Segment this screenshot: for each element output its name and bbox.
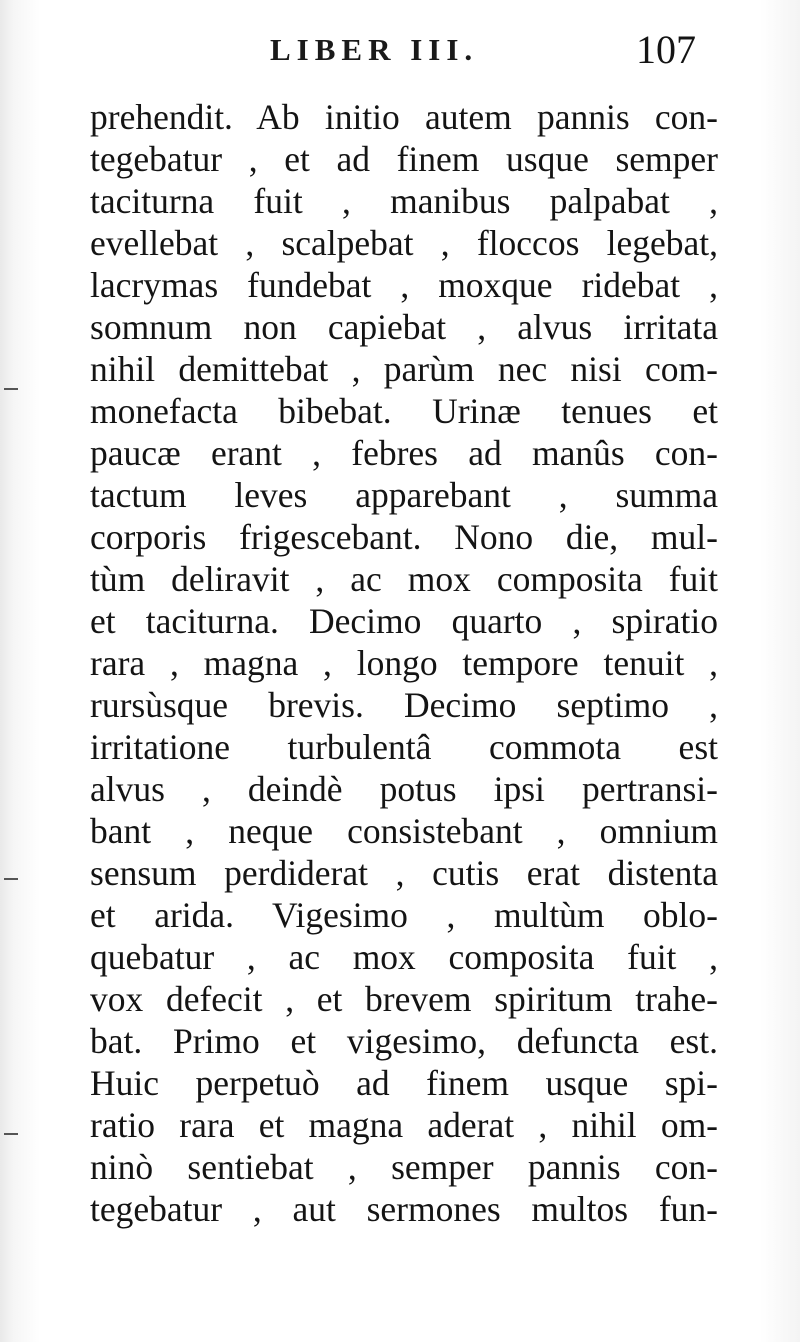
text-line: alvus , deindè potus ipsi pertransi-: [90, 769, 718, 809]
text-line: vox defecit , et brevem spiritum trahe-: [90, 979, 718, 1019]
margin-tick: [4, 388, 18, 390]
page-number: 107: [636, 27, 696, 72]
text-line: sensum perdiderat , cutis erat distenta: [90, 853, 718, 893]
text-line: et taciturna. Decimo quarto , spiratio: [90, 601, 718, 641]
text-line: tegebatur , aut sermones multos fun-: [90, 1189, 718, 1229]
text-line: corporis frigescebant. Nono die, mul-: [90, 517, 718, 557]
text-line: irritatione turbulentâ commota est: [90, 727, 718, 767]
text-line: bant , neque consistebant , omnium: [90, 811, 718, 851]
text-line: rursùsque brevis. Decimo septimo ,: [90, 685, 718, 725]
text-line: rara , magna , longo tempore tenuit ,: [90, 643, 718, 683]
text-line: paucæ erant , febres ad manûs con-: [90, 433, 718, 473]
text-line: tùm deliravit , ac mox composita fuit: [90, 559, 718, 599]
margin-tick: [4, 878, 18, 880]
text-line: lacrymas fundebat , moxque ridebat ,: [90, 265, 718, 305]
margin-tick: [4, 1133, 18, 1135]
text-line: quebatur , ac mox composita fuit ,: [90, 937, 718, 977]
body-text: [90, 96, 718, 1230]
text-line: somnum non capiebat , alvus irritata: [90, 307, 718, 347]
text-line: tactum leves apparebant , summa: [90, 475, 718, 515]
text-line: evellebat , scalpebat , floccos legebat,: [90, 223, 718, 263]
text-line: nihil demittebat , parùm nec nisi com-: [90, 349, 718, 389]
text-line: ninò sentiebat , semper pannis con-: [90, 1147, 718, 1187]
running-head: LIBER III.: [270, 32, 479, 67]
text-line: tegebatur , et ad finem usque semper: [90, 139, 718, 179]
text-line: et arida. Vigesimo , multùm oblo-: [90, 895, 718, 935]
text-line: monefacta bibebat. Urinæ tenues et: [90, 391, 718, 431]
page-header: [0, 27, 800, 72]
text-line: Huic perpetuò ad finem usque spi-: [90, 1063, 718, 1103]
text-line: prehendit. Ab initio autem pannis con-: [90, 97, 718, 137]
text-line: ratio rara et magna aderat , nihil om-: [90, 1105, 718, 1145]
text-line: taciturna fuit , manibus palpabat ,: [90, 181, 718, 221]
text-line: bat. Primo et vigesimo, defuncta est.: [90, 1021, 718, 1061]
